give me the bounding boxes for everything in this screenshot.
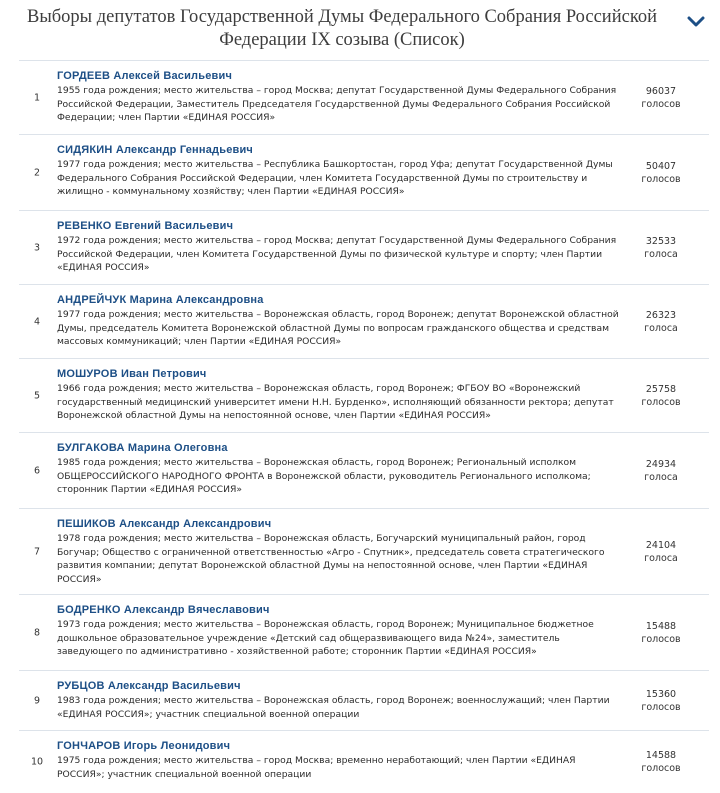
candidate-description: 1955 года рождения; место жительства – город Москва; депутат Государственной Думы Федерального Собрания Российской Федерации, Заместитель Председателя Государственной Думы Федерального Собрания Российской Федерации; член Партии «ЕДИНАЯ РОССИЯ» bbox=[57, 85, 617, 124]
vote-count bbox=[631, 688, 691, 714]
candidate-info bbox=[57, 367, 623, 423]
vote-count bbox=[631, 160, 691, 186]
candidate-number: 10 bbox=[30, 756, 44, 767]
candidate-row bbox=[19, 60, 709, 134]
candidate-description: 1983 года рождения; место жительства – Воронежская область, город Воронеж; военнослужащий; член Партии «ЕДИНАЯ РОССИЯ»; участник специальной военной операции bbox=[57, 695, 610, 720]
candidate-info bbox=[57, 69, 623, 125]
vote-label: голосов bbox=[641, 173, 681, 185]
candidate-row bbox=[19, 134, 709, 210]
candidate-number: 5 bbox=[33, 390, 41, 401]
candidate-row bbox=[19, 210, 709, 284]
candidate-name-link[interactable]: БОДРЕНКО Александр Вячеславович bbox=[57, 604, 270, 616]
candidate-info bbox=[57, 679, 623, 721]
candidate-info bbox=[57, 739, 623, 781]
candidate-name-link[interactable]: РУБЦОВ Александр Васильевич bbox=[57, 680, 241, 692]
candidate-info bbox=[57, 219, 623, 275]
vote-count bbox=[631, 85, 691, 111]
vote-number: 32533 bbox=[645, 235, 677, 247]
candidate-number: 7 bbox=[33, 546, 41, 557]
candidate-number: 3 bbox=[33, 242, 41, 253]
vote-count bbox=[631, 383, 691, 409]
candidate-description: 1977 года рождения; место жительства – Воронежская область, город Воронеж; депутат Воронежской областной Думы, председатель Комитета Воронежской областной Думы по вопросам гражданского общества и средствам массовых коммуникаций; член Партии «ЕДИНАЯ РОССИЯ» bbox=[57, 309, 619, 348]
candidate-row bbox=[19, 432, 709, 508]
candidate-row bbox=[19, 284, 709, 358]
page-header bbox=[0, 0, 720, 58]
candidate-row bbox=[19, 508, 709, 594]
candidate-number: 1 bbox=[33, 92, 41, 103]
vote-label: голоса bbox=[644, 248, 678, 260]
candidate-description: 1972 года рождения; место жительства – город Москва; депутат Государственной Думы Федерального Собрания Российской Федерации, член Комитета Государственной Думы по физической культуре и спорту; член Партии «ЕДИНАЯ РОССИЯ» bbox=[57, 235, 617, 274]
candidate-name-link[interactable]: ГОРДЕЕВ Алексей Васильевич bbox=[57, 70, 233, 82]
candidate-description: 1978 года рождения; место жительства – Воронежская область, Богучарский муниципальный район, город Богучар; Общество с ограниченной ответственностью «Агро - Спутник», председатель совета стратегического развития компании; депутат Воронежской областной Думы на непостоянной основе, член Партии «ЕДИНАЯ РОССИЯ» bbox=[57, 533, 605, 585]
vote-label: голосов bbox=[641, 633, 681, 645]
vote-count bbox=[631, 309, 691, 335]
candidate-info bbox=[57, 143, 623, 199]
candidate-info bbox=[57, 441, 623, 497]
vote-number: 96037 bbox=[645, 85, 677, 97]
vote-number: 15360 bbox=[645, 688, 677, 700]
vote-number: 25758 bbox=[645, 383, 677, 395]
vote-number: 14588 bbox=[645, 749, 677, 761]
candidate-number: 6 bbox=[33, 465, 41, 476]
candidate-row bbox=[19, 730, 709, 792]
vote-number: 15488 bbox=[645, 620, 677, 632]
vote-count bbox=[631, 620, 691, 646]
candidate-row bbox=[19, 358, 709, 432]
candidate-description: 1966 года рождения; место жительства – Воронежская область, город Воронеж; ФГБОУ ВО «Воронежский государственный медицинский университет имени Н.Н. Бурденко», исполняющий обязанности ректора; депутат Воронежской областной Думы на непостоянной основе, член Партии «ЕДИНАЯ РОССИЯ» bbox=[57, 383, 614, 422]
candidate-name-link[interactable]: СИДЯКИН Александр Геннадьевич bbox=[57, 144, 254, 156]
candidate-number: 2 bbox=[33, 167, 41, 178]
vote-number: 24934 bbox=[645, 458, 677, 470]
vote-label: голосов bbox=[641, 701, 681, 713]
vote-number: 26323 bbox=[645, 309, 677, 321]
candidate-number: 4 bbox=[33, 316, 41, 327]
vote-label: голоса bbox=[644, 322, 678, 334]
candidate-name-link[interactable]: ПЕШИКОВ Александр Александрович bbox=[57, 518, 272, 530]
candidate-number: 8 bbox=[33, 627, 41, 638]
candidate-name-link[interactable]: БУЛГАКОВА Марина Олеговна bbox=[57, 442, 228, 454]
candidate-description: 1973 года рождения; место жительства – Воронежская область, город Воронеж; Муниципальное бюджетное дошкольное образовательное учреждение «Детский сад общеразвивающего вида №24», заместитель заведующего по административно - хозяйственной работе; сторонник Партии «ЕДИНАЯ РОССИЯ» bbox=[57, 619, 594, 658]
candidate-info bbox=[57, 517, 623, 586]
candidate-info bbox=[57, 293, 623, 349]
chevron-down-icon[interactable] bbox=[686, 12, 706, 32]
candidate-name-link[interactable]: МОШУРОВ Иван Петрович bbox=[57, 368, 207, 380]
vote-count bbox=[631, 539, 691, 565]
candidate-list bbox=[19, 60, 709, 792]
candidate-row bbox=[19, 670, 709, 730]
vote-count bbox=[631, 235, 691, 261]
vote-count bbox=[631, 749, 691, 775]
vote-number: 50407 bbox=[645, 160, 677, 172]
vote-label: голосов bbox=[641, 98, 681, 110]
vote-number: 24104 bbox=[645, 539, 677, 551]
candidate-info bbox=[57, 603, 623, 659]
candidate-name-link[interactable]: ГОНЧАРОВ Игорь Леонидович bbox=[57, 740, 231, 752]
candidate-description: 1985 года рождения; место жительства – Воронежская область, город Воронеж; Региональный исполком ОБЩЕРОССИЙСКОГО НАРОДНОГО ФРОНТА в Воронежской области, руководитель Регионального исполкома; сторонник Партии «ЕДИНАЯ РОССИЯ» bbox=[57, 457, 591, 496]
candidate-description: 1975 года рождения; место жительства – город Москва; временно неработающий; член Партии «ЕДИНАЯ РОССИЯ»; участник специальной военной операции bbox=[57, 755, 576, 780]
vote-count bbox=[631, 458, 691, 484]
vote-label: голоса bbox=[644, 471, 678, 483]
candidate-description: 1977 года рождения; место жительства – Республика Башкортостан, город Уфа; депутат Государственной Думы Федерального Собрания Российской Федерации, член Комитета Государственной Думы по строительству и жилищно - коммунальному хозяйству; член Партии «ЕДИНАЯ РОССИЯ» bbox=[57, 159, 613, 198]
page-title: Выборы депутатов Государственной Думы Федерального Собрания Российской Федерации IX созыва (Список) bbox=[26, 7, 658, 50]
vote-label: голосов bbox=[641, 396, 681, 408]
candidate-number: 9 bbox=[33, 695, 41, 706]
vote-label: голоса bbox=[644, 552, 678, 564]
vote-label: голосов bbox=[641, 762, 681, 774]
candidate-name-link[interactable]: РЕВЕНКО Евгений Васильевич bbox=[57, 220, 234, 232]
candidate-row bbox=[19, 594, 709, 670]
candidate-name-link[interactable]: АНДРЕЙЧУК Марина Александровна bbox=[57, 294, 264, 306]
